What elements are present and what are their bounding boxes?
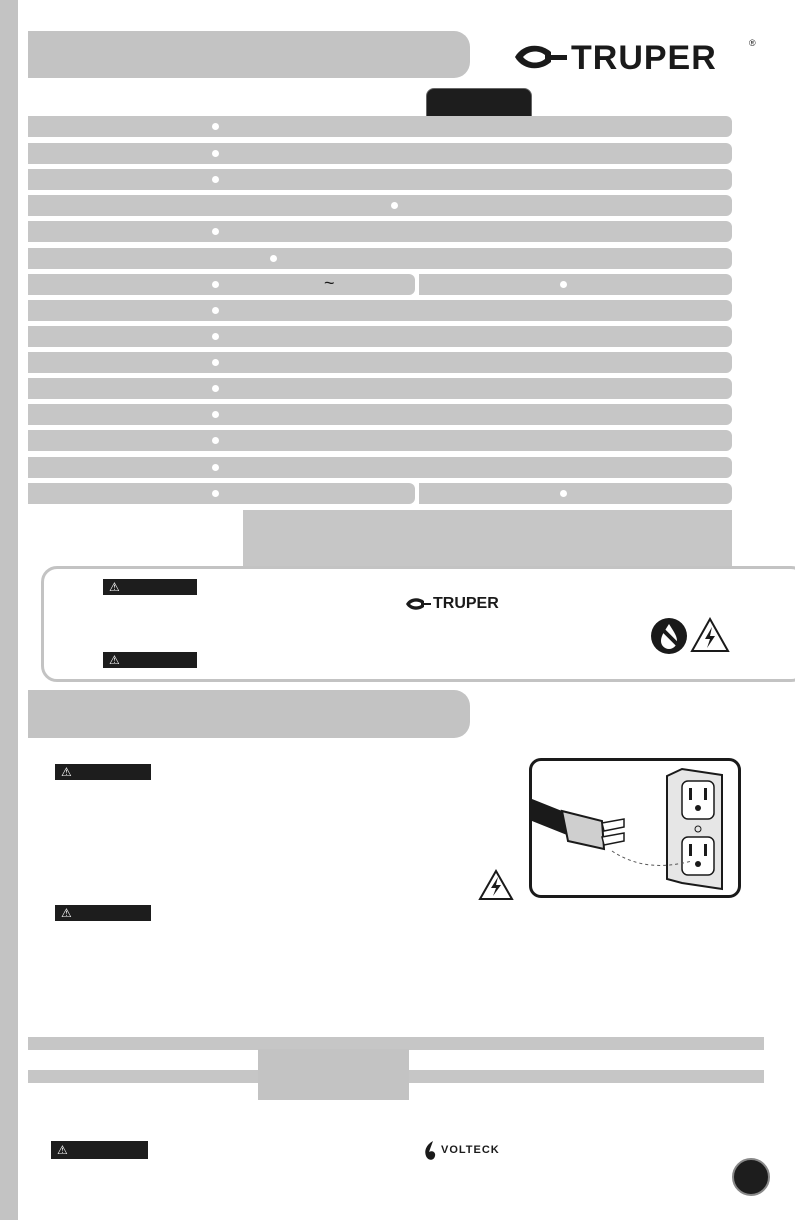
spec-notes-box: [243, 510, 732, 568]
section-header-electrical: [28, 690, 470, 738]
warning-label: [103, 652, 197, 668]
truper-wordmark: TRUPER: [571, 39, 717, 77]
truper-logo: [513, 38, 758, 78]
bullet-dot: [212, 359, 219, 366]
spec-row: [28, 483, 415, 504]
spec-row: [28, 116, 732, 137]
volteck-emblem-icon: [421, 1140, 439, 1162]
spec-row: [28, 457, 732, 478]
warning-triangle-icon: ⚠: [61, 765, 72, 779]
registered-mark: ®: [749, 38, 756, 48]
ac-symbol: ~: [324, 273, 335, 293]
warning-label: [103, 579, 197, 595]
spec-row: [28, 169, 732, 190]
page-number-badge: [732, 1158, 770, 1196]
spec-row: [28, 143, 732, 164]
table-center-column: [258, 1049, 409, 1100]
volteck-logo: [421, 1140, 511, 1162]
warning-label: [55, 764, 151, 780]
bullet-dot: [212, 307, 219, 314]
truper-emblem-icon: [405, 595, 431, 613]
bullet-dot: [212, 123, 219, 130]
bullet-dot: [212, 411, 219, 418]
warning-label: [51, 1141, 148, 1159]
spec-row: [28, 300, 732, 321]
bullet-dot: [212, 437, 219, 444]
bullet-dot: [391, 202, 398, 209]
bullet-dot: [212, 333, 219, 340]
bullet-dot: [212, 281, 219, 288]
electric-shock-icon: [690, 617, 730, 653]
bullet-dot: [212, 490, 219, 497]
bullet-dot: [212, 464, 219, 471]
warning-triangle-icon: ⚠: [57, 1143, 68, 1157]
spec-row-secondary: [419, 274, 732, 295]
volteck-wordmark: VOLTECK: [441, 1144, 500, 1156]
no-water-icon: [649, 616, 689, 656]
spec-row: [28, 430, 732, 451]
warning-triangle-icon: ⚠: [61, 906, 72, 920]
warning-triangle-icon: ⚠: [109, 653, 120, 667]
bullet-dot: [212, 176, 219, 183]
section-header-specifications: [28, 31, 470, 78]
warning-label: [55, 905, 151, 921]
spec-row: [28, 326, 732, 347]
warning-triangle-icon: ⚠: [109, 580, 120, 594]
spec-row: [28, 378, 732, 399]
spec-row-secondary: [419, 483, 732, 504]
electric-shock-icon: [478, 869, 514, 901]
bullet-dot: [212, 228, 219, 235]
spec-row: [28, 274, 415, 295]
bullet-dot: [212, 385, 219, 392]
spec-row: [28, 248, 732, 269]
top-strip: [28, 0, 795, 22]
plug-outlet-illustration: [529, 758, 741, 898]
truper-wordmark-small: TRUPER: [433, 595, 499, 612]
bullet-dot: [560, 281, 567, 288]
spec-row: [28, 404, 732, 425]
truper-logo-small: [405, 595, 520, 613]
bullet-dot: [270, 255, 277, 262]
spec-row: [28, 221, 732, 242]
bullet-dot: [212, 150, 219, 157]
bullet-dot: [560, 490, 567, 497]
spec-row: [28, 195, 732, 216]
spec-row: [28, 352, 732, 373]
